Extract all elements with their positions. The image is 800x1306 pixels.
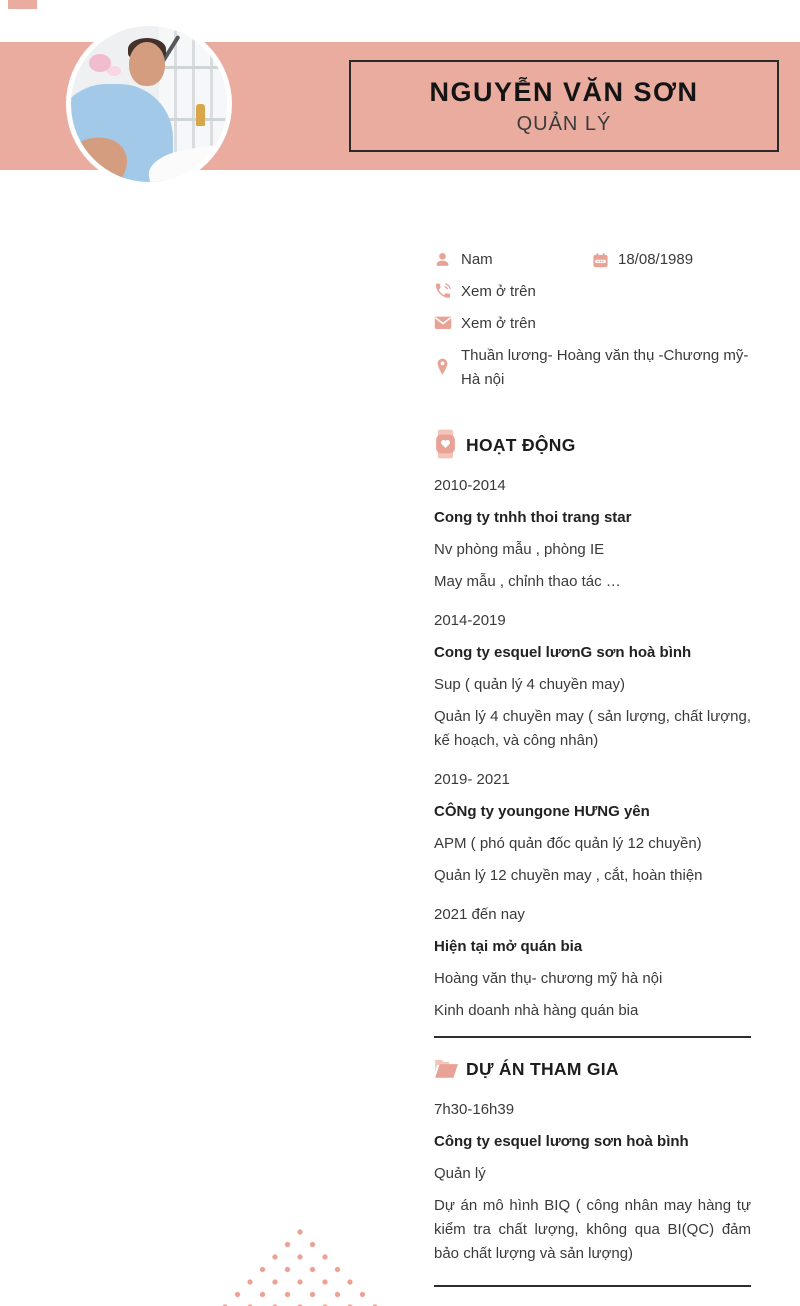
- email-value: Xem ở trên: [461, 315, 536, 332]
- entry-line: Kinh doanh nhà hàng quán bia: [434, 1002, 639, 1019]
- photo-person-face: [129, 42, 165, 86]
- main-content: [434, 0, 751, 1306]
- phone-value: Xem ở trên: [461, 283, 536, 300]
- gender-value: Nam: [461, 251, 493, 268]
- entry-line: Quản lý 4 chuyền may ( sản lượng, chất lượng, kế hoạch, và công nhân): [434, 708, 751, 749]
- dots-triangle-decoration: [211, 1218, 389, 1306]
- calendar-icon: [592, 252, 609, 269]
- entry-line: Dự án mô hình BIQ ( công nhân may hàng tự kiểm tra chất lượng, không qua BI(QC) đảm bảo chất lượng và sản lượng): [434, 1197, 751, 1262]
- photo-flowers: [89, 54, 111, 72]
- phone-icon: [434, 282, 452, 300]
- mail-icon: [434, 316, 452, 330]
- entry-line: Quản lý: [434, 1165, 486, 1182]
- entry-period: 2021 đến nay: [434, 906, 525, 923]
- section-title-activities: HOẠT ĐỘNG: [466, 435, 576, 455]
- photo-shelf-line: [159, 66, 227, 69]
- entry-period: 2010-2014: [434, 477, 506, 494]
- entry-period: 2019- 2021: [434, 771, 510, 788]
- section-divider: [434, 1285, 751, 1287]
- address-value: Thuần lương- Hoàng văn thụ -Chương mỹ-Hà nội: [461, 347, 749, 388]
- photo-trophy: [196, 104, 205, 126]
- entry-period: 7h30-16h39: [434, 1101, 515, 1118]
- watch-heart-icon: [433, 429, 458, 459]
- location-pin-icon: [435, 357, 450, 377]
- corner-decoration: [8, 0, 37, 9]
- profile-photo-ring: [66, 21, 232, 187]
- entry-period: 2014-2019: [434, 612, 506, 629]
- birthday-value: 18/08/1989: [618, 251, 694, 268]
- profile-photo: [71, 26, 227, 182]
- person-icon: [434, 251, 451, 268]
- folder-icon: [433, 1057, 459, 1080]
- entry-org: CÔNg ty youngone HƯNG yên: [434, 803, 650, 820]
- section-title-projects: DỰ ÁN THAM GIA: [466, 1059, 619, 1079]
- entry-org: Cong ty esquel lươnG sơn hoà bình: [434, 644, 692, 661]
- entry-org: Công ty esquel lương sơn hoà bình: [434, 1133, 689, 1150]
- entry-line: Quản lý 12 chuyền may , cắt, hoàn thiện: [434, 867, 703, 884]
- entry-line: Nv phòng mẫu , phòng IE: [434, 541, 605, 558]
- candidate-title: QUẢN LÝ: [516, 112, 612, 135]
- entry-line: Hoàng văn thụ- chương mỹ hà nội: [434, 970, 663, 987]
- entry-org: Cong ty tnhh thoi trang star: [434, 509, 632, 526]
- section-divider: [434, 1036, 751, 1038]
- entry-line: APM ( phó quản đốc quản lý 12 chuyền): [434, 835, 702, 852]
- candidate-name: NGUYỄN VĂN SƠN: [429, 76, 699, 107]
- entry-line: Sup ( quản lý 4 chuyền may): [434, 676, 625, 693]
- entry-line: May mẫu , chỉnh thao tác …: [434, 573, 621, 590]
- entry-org: Hiện tại mở quán bia: [434, 938, 583, 955]
